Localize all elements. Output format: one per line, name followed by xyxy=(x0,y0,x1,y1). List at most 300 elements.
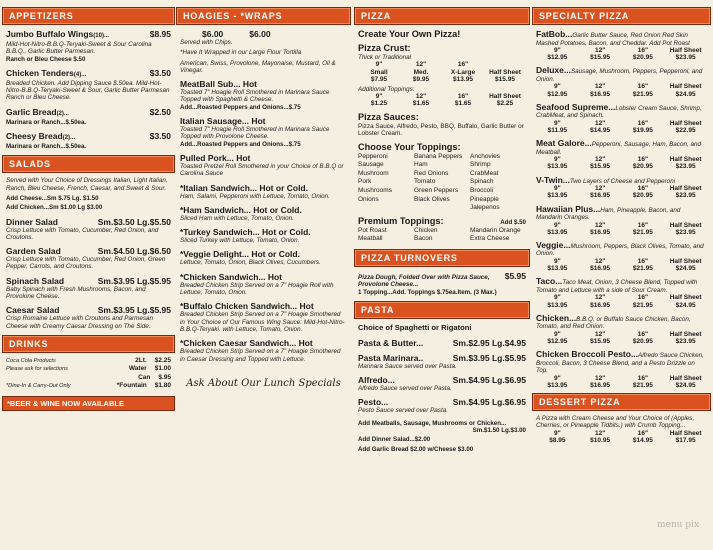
drink-note: Please ask for selections xyxy=(6,366,68,373)
pasta-row xyxy=(358,397,526,407)
specialty-size: Half Sheet xyxy=(669,221,702,229)
appetizer-qty: (2)... xyxy=(62,135,76,142)
pasta-name: Pasta & Butter... xyxy=(358,337,424,348)
specialty-name: Veggie... xyxy=(536,239,571,250)
hoagie-desc: Ham, Salami, Pepperoni with Lettuce, Tomato, Onion. xyxy=(180,192,330,200)
hoagie-name: *Veggie Delight... Hot or Cold. xyxy=(180,249,300,260)
salads-header: SALADS xyxy=(2,155,175,173)
specialty-price: $23.95 xyxy=(675,228,696,236)
specialty-price: $21.95 xyxy=(632,228,653,236)
hoagies-list xyxy=(176,79,351,363)
salad-desc: Crisp Lettuce with Tomato, Cucumber, Red Onion, Green Pepper, Carrots, and Croutons. xyxy=(6,256,166,271)
hoagie-name: *Ham Sandwich... Hot or Cold. xyxy=(180,204,302,215)
ds-prices-cell: $8.95 xyxy=(549,436,566,444)
column-hoagies xyxy=(176,4,351,546)
specialty-size: 9" xyxy=(554,294,561,302)
specialty-item xyxy=(532,29,711,61)
specialty-desc: Mushroom, Peppers, Black Olives, Tomato, and Onion. xyxy=(536,242,704,258)
appetizer-item xyxy=(2,68,175,102)
appetizer-extra: Marinara or Ranch...$.50ea. xyxy=(6,118,87,126)
pasta-item xyxy=(354,338,530,348)
specialty-sizes xyxy=(536,156,707,163)
specialty-size: 12" xyxy=(594,221,606,229)
pz-tops-cell: Jalepenos xyxy=(470,204,500,212)
specialty-head xyxy=(536,349,707,375)
pz-tops-cell xyxy=(358,204,414,213)
pz-tops-cell: Sausage xyxy=(358,161,384,169)
salad-desc: Baby Spinach with Fresh Mushrooms, Bacon, and Provolone Cheese. xyxy=(6,285,146,301)
specialty-desc: Alfredo Sauce Chicken, Broccoli, Bacon, 3 Cheese Blend, and a Pesto Drizzle on Top. xyxy=(536,352,704,375)
salad-name: Garden Salad xyxy=(6,246,61,257)
specialty-head xyxy=(536,240,707,258)
salad-row xyxy=(6,276,171,286)
specialty-size: 16" xyxy=(637,185,649,193)
hoagie-desc: Toasted 7" Hoagie Roll Smothered in Marinara Sauce Topped with Spaghetti & Cheese. xyxy=(180,89,330,104)
specialty-price: $11.95 xyxy=(547,127,568,135)
specialty-price: $20.95 xyxy=(632,192,653,200)
specialty-head xyxy=(536,102,707,120)
pz-apr-cell: $2.25 xyxy=(496,100,514,108)
specialty-size: Half Sheet xyxy=(669,185,702,193)
hoagie-item xyxy=(176,183,351,200)
pz-sizes-cell xyxy=(484,61,526,68)
dessert-size-labels xyxy=(536,430,707,437)
salad-add-cheese: Add Cheese...Sm $.75 Lg. $1.50 xyxy=(6,194,99,202)
specialty-name: Seafood Supreme... xyxy=(536,101,616,112)
specialty-size: Half Sheet xyxy=(669,83,702,91)
pizza-size-names xyxy=(358,69,526,76)
specialty-size: 9" xyxy=(554,374,561,382)
specialty-size: 16" xyxy=(637,294,649,302)
appetizer-name xyxy=(6,107,69,119)
salad-desc: Crisp Romaine Lettuce with Croutons and Parmesan Cheese with Creamy Caesar Dressing on The Side. xyxy=(6,315,153,330)
specialty-price: $14.95 xyxy=(590,127,611,135)
drink-name: *Fountain xyxy=(116,382,147,390)
specialty-desc: Taco Meat, Onion, 3 Cheese Blend, Topped with Tomato and Lettuce with a side of Sour Cream. xyxy=(536,279,698,294)
specialty-sizes xyxy=(536,120,707,127)
specialty-sizes xyxy=(536,258,707,265)
hoagie-desc: Sliced Ham with Lettuce, Tomato, Onion. xyxy=(180,214,294,222)
pz-prem-cell: Meatball xyxy=(358,235,383,243)
hoagie-item xyxy=(176,249,351,266)
specialty-desc: Lobster Cream Sauce, Shrimp, CrabMeat, and Spinach. xyxy=(536,104,702,120)
pz-tops-cell xyxy=(414,204,470,213)
specialty-size: Half Sheet xyxy=(669,156,702,164)
drink-price: $2.25 xyxy=(154,356,171,364)
specialty-prices xyxy=(536,302,707,309)
specialty-item xyxy=(532,349,711,389)
pizza-size-prices xyxy=(358,76,526,83)
pasta-adds: Add Meatballs, Sausage, Mushrooms or Chicken... Sm.$1.50 Lg.$3.00 Add Dinner Salad...$2.00 Add Garlic Bread $2.00 w/Cheese $3.00 xyxy=(358,419,526,453)
specialty-size: 9" xyxy=(554,119,561,127)
appetizer-name-text: Chicken Tenders xyxy=(6,67,74,78)
specialty-price: $21.95 xyxy=(632,265,653,273)
pasta-item xyxy=(354,353,530,370)
pasta-section: Choice of Spaghetti or Rigatoni xyxy=(358,322,472,332)
specialty-price: $19.95 xyxy=(632,127,653,135)
pz-tops-cell: Black Olives xyxy=(414,195,450,203)
specialty-head xyxy=(536,175,707,186)
specialty-sizes xyxy=(536,375,707,382)
ds-prices-cell: $14.95 xyxy=(632,436,653,444)
specialty-prices xyxy=(536,127,707,134)
hoagie-name: *Italian Sandwich... Hot or Cold. xyxy=(180,182,308,193)
pasta-name: Pesto... xyxy=(358,397,389,408)
specialty-size: 16" xyxy=(637,221,649,229)
pz-tops-cell: Pineapple xyxy=(470,195,499,203)
pz-tops-cell: Anchovies xyxy=(470,152,500,160)
appetizer-row xyxy=(6,107,171,119)
specialty-size: 9" xyxy=(554,185,561,193)
salad-desc: Crisp Lettuce with Tomato, Cucumber, Red Onion, and Croutons. xyxy=(6,226,159,241)
turnover-price: $5.95 xyxy=(504,270,526,281)
salad-price: Sm.$3.95 Lg.$5.95 xyxy=(97,305,171,316)
specialty-price: $13.95 xyxy=(547,381,568,389)
salads-intro: Served with Your Choice of Dressings Italian, Light Italian, Ranch, Bleu Cheese, French, Caesar, and Sweet & Sour. Add Cheese...Sm $.75 Lg. $1.50 Add Chicken...Sm $1.00 Lg $3.00 xyxy=(2,177,175,211)
drink-price: $1.80 xyxy=(154,382,171,390)
pz-names-cell: Half Sheet xyxy=(489,68,521,76)
appetizer-row xyxy=(6,131,171,143)
pz-names-cell: Med. xyxy=(413,68,429,76)
specialty-name: Hawaiian Plus... xyxy=(536,203,601,214)
specialty-sizes xyxy=(536,331,707,338)
pz-sizes-cell: 12" xyxy=(415,61,427,69)
specialty-header: SPECIALTY PIZZA xyxy=(532,7,711,25)
ds-prices-cell: $17.95 xyxy=(675,436,696,444)
specialty-prices xyxy=(536,91,707,98)
appetizer-qty: (4)... xyxy=(73,71,87,78)
appetizer-desc: Breaded Chicken. Add Dipping Sauce $.50ea. Mild-Hot-Nitro-B.B.Q-Teryaki-Sweet & Sour, Garlic Butter Parmesan Ranch or Bleu Cheese. xyxy=(6,79,170,102)
salad-price: Sm.$4.50 Lg.$6.50 xyxy=(97,246,171,257)
specialty-name: Meat Galore... xyxy=(536,138,592,149)
specialty-head xyxy=(536,276,707,294)
specialty-size: 16" xyxy=(637,374,649,382)
specialty-size: Half Sheet xyxy=(669,374,702,382)
drink-note: Coca Cola Products xyxy=(6,357,56,364)
pz-tops-cell: Banana Peppers xyxy=(414,152,463,160)
pz-tops-cell: Red Onions xyxy=(414,169,449,177)
dessert-size-prices xyxy=(536,437,707,444)
hoagie-desc: Sliced Turkey with Lettuce, Tomato, Onion. xyxy=(180,237,300,245)
specialty-size: 16" xyxy=(637,330,649,338)
specialty-name: V-Twin... xyxy=(536,174,570,185)
specialty-item xyxy=(532,276,711,308)
salad-row xyxy=(6,246,171,256)
specialty-size: Half Sheet xyxy=(669,119,702,127)
specialty-price: $12.95 xyxy=(547,54,568,62)
pz-asz-cell: Half Sheet xyxy=(489,93,521,101)
specialty-prices xyxy=(536,192,707,199)
specialty-item xyxy=(532,204,711,236)
hoagie-add: Add...Roasted Peppers and Onions...$.75 xyxy=(180,140,301,148)
specialty-size: 12" xyxy=(594,374,606,382)
appetizer-price: $8.95 xyxy=(149,29,171,39)
hoagie-add: Add...Roasted Peppers and Onions...$.75 xyxy=(180,103,301,111)
hoagie-name: Pulled Pork... Hot xyxy=(180,152,251,163)
hoagie-desc: Breaded Chicken Strip Served on a 7" Hoagie Smothered in Caesar Dressing and Topped with Lettuce. xyxy=(180,348,341,363)
appetizers-list xyxy=(2,29,175,150)
pasta-price: Sm.$3.95 Lg.$5.95 xyxy=(452,352,526,363)
salad-item xyxy=(2,217,175,242)
column-appetizers xyxy=(2,4,175,546)
salad-item xyxy=(2,276,175,301)
pz-tops-cell: Spinach xyxy=(470,178,494,186)
pz-prices-cell: $15.95 xyxy=(495,75,515,83)
pz-tops-cell: CrabMeat xyxy=(470,169,499,177)
pz-names-cell: Small xyxy=(370,68,388,76)
hoagie-desc: Toasted Pretzel Roll Smothered in your Choice of B.B.Q or Carolina Sauce xyxy=(180,162,344,178)
dessert-header: DESSERT PIZZA xyxy=(532,393,711,411)
appetizers-header: APPETIZERS xyxy=(2,7,175,25)
dessert-section: A Pizza with Cream Cheese and Your Choice of (Apples, Cherries, or Pineapple Tidbits.) with Crumb Topping... 9" 12" 16" Half Sheet $8.95 $10.95 $14.95 $17.95 xyxy=(532,415,711,444)
pasta-item xyxy=(354,375,530,392)
specialty-sizes xyxy=(536,185,707,192)
salad-row xyxy=(6,305,171,315)
specialty-size: Half Sheet xyxy=(669,330,702,338)
appetizer-name-text: Jumbo Buffalo Wings xyxy=(6,29,94,39)
salad-name: Dinner Salad xyxy=(6,216,58,227)
pz-prem-cell: Pot Roast xyxy=(358,226,387,234)
specialty-item xyxy=(532,65,711,97)
specialty-price: $13.95 xyxy=(547,228,568,236)
appetizer-desc: Mild-Hot-Nitro-B.B.Q-Teryaki-Sweet & Sour Carolina B.B.Q., Garlic Butter Parmesan. xyxy=(6,41,152,56)
appetizer-price: $2.50 xyxy=(149,106,171,117)
appetizer-extra: Ranch or Bleu Cheese $.50 xyxy=(6,55,86,63)
drink-note xyxy=(6,374,138,382)
specialty-size: Half Sheet xyxy=(669,47,702,54)
appetizer-name-text: Cheesy Bread xyxy=(6,131,63,142)
hoagie-name: *Turkey Sandwich... Hot or Cold. xyxy=(180,227,311,238)
hoagie-name: Italian Sausage... Hot xyxy=(180,116,266,127)
specialty-price: $12.95 xyxy=(547,90,568,98)
hoagie-item xyxy=(176,272,351,297)
appetizer-row xyxy=(6,68,171,80)
drink-name: Can xyxy=(138,373,151,381)
pz-apr-cell: $1.65 xyxy=(454,100,472,108)
specialty-size: 12" xyxy=(594,257,606,265)
specialty-price: $16.95 xyxy=(590,90,611,98)
hoagies-intro: $6.00 $6.00 Served with Chips. *Have It Wrapped in our Large Flour Tortilla American, Swiss, Provolone, Mayonaise, Mustard, Oil & Vinegar. xyxy=(180,29,336,74)
pz-prices-cell: $9.95 xyxy=(412,75,430,83)
turnovers-section: Pizza Dough, Folded Over with Pizza Sauce, Provolone Cheese... $5.95 1 Topping...Add. Toppings $.75ea.Item. (3 Max.) xyxy=(358,270,526,296)
drink-row xyxy=(6,374,171,382)
appetizer-qty: (2)... xyxy=(56,110,69,117)
pasta-item xyxy=(354,397,530,414)
hoagie-desc: Breaded Chicken Strip Served on a 7" Hoagie Smothered in Your Choice of Our Famous Wing Sauce: Mild-Hot-Nitro-B.B.Q-Teryaki. with Lettuce, Tomato, Onion. xyxy=(180,311,345,333)
pasta-price: Sm.$4.95 Lg.$6.95 xyxy=(452,375,526,386)
beer-wine-banner: *BEER & WINE NOW AVAILABLE xyxy=(2,396,175,411)
hoagie-item xyxy=(176,116,351,148)
hoagies-header: HOAGIES - *WRAPS xyxy=(176,7,351,25)
specialty-sizes xyxy=(536,294,707,301)
appetizer-name xyxy=(6,131,75,143)
specialty-size: 12" xyxy=(594,294,606,302)
salad-row xyxy=(6,217,171,227)
specialty-name: FatBob... xyxy=(536,29,573,39)
specialty-price: $23.95 xyxy=(675,192,696,200)
appetizer-name-text: Garlic Bread xyxy=(6,106,57,117)
specialty-size: 9" xyxy=(554,257,561,265)
drink-row xyxy=(6,382,171,390)
specialty-size: 12" xyxy=(594,330,606,338)
hoagie-name: MeatBall Sub... Hot xyxy=(180,79,257,90)
turnovers-header: PIZZA TURNOVERS xyxy=(354,249,530,267)
specialty-price: $16.95 xyxy=(590,381,611,389)
drink-row xyxy=(6,365,171,373)
pasta-header: PASTA xyxy=(354,301,530,319)
ds-sizes-cell: 12" xyxy=(594,429,606,437)
hoagie-item xyxy=(176,153,351,178)
pz-names-cell: X-Large xyxy=(450,68,476,76)
pz-prices-cell: $7.95 xyxy=(370,75,388,83)
specialty-size: 16" xyxy=(637,156,649,164)
toppings-list xyxy=(358,153,526,213)
specialty-prices xyxy=(536,382,707,389)
specialty-price: $16.95 xyxy=(590,192,611,200)
specialty-size: 9" xyxy=(554,330,561,338)
pz-prem-cell: Mandarin Orange xyxy=(470,226,521,234)
pizza-size-labels xyxy=(358,61,526,68)
specialty-prices xyxy=(536,163,707,170)
pasta-desc: Marinara Sauce served over Pasta. xyxy=(358,362,457,370)
specialty-desc: Pepperoni, Sausage, Ham, Bacon, and Meatball. xyxy=(536,141,701,156)
specialty-price: $15.95 xyxy=(590,163,611,171)
salads-list xyxy=(2,217,175,330)
pz-sizes-cell: 9" xyxy=(375,61,383,69)
specialty-prices xyxy=(536,229,707,236)
ds-sizes-cell: 16" xyxy=(637,429,649,437)
specialty-size: 12" xyxy=(594,83,606,91)
specialty-size: 16" xyxy=(637,257,649,265)
specialty-price: $22.95 xyxy=(675,127,696,135)
specialty-price: $23.95 xyxy=(675,54,696,62)
specialty-price: $24.95 xyxy=(675,301,696,309)
pasta-price: Sm.$4.95 Lg.$6.95 xyxy=(452,397,526,408)
appetizer-extra: Marinara or Ranch...$.50ea. xyxy=(6,143,87,151)
pasta-row xyxy=(358,338,526,348)
specialty-sizes xyxy=(536,47,707,54)
pz-tops-cell: Pork xyxy=(358,178,372,186)
hoagie-name: *Chicken Sandwich... Hot xyxy=(180,271,283,282)
hoagie-item xyxy=(176,79,351,111)
drink-price: $1.00 xyxy=(154,365,171,373)
specialty-head xyxy=(536,29,707,47)
specialty-size: 9" xyxy=(554,221,561,229)
addl-size-prices xyxy=(358,100,526,107)
hoagie-name: *Chicken Caesar Sandwich... Hot xyxy=(180,338,313,349)
drinks-list xyxy=(2,357,175,391)
ds-sizes-cell: Half Sheet xyxy=(669,429,702,437)
specialty-price: $24.95 xyxy=(675,381,696,389)
specialty-price: $15.95 xyxy=(590,54,611,62)
specialty-price: $20.95 xyxy=(632,337,653,345)
column-specialty xyxy=(532,4,711,546)
pz-tops-cell: Ham xyxy=(414,161,428,169)
specialty-size: 9" xyxy=(554,83,561,91)
specialty-price: $13.95 xyxy=(547,265,568,273)
appetizer-price: $3.50 xyxy=(149,67,171,78)
pz-sizes-cell: 16" xyxy=(457,61,469,69)
specialty-price: $24.95 xyxy=(675,265,696,273)
addl-size-labels xyxy=(358,93,526,100)
specialty-price: $21.95 xyxy=(632,381,653,389)
specialty-desc: B.B.Q. or Buffalo Sauce Chicken, Bacon, Tomato, and Red Onion. xyxy=(536,315,691,331)
specialty-size: 16" xyxy=(637,83,649,91)
specialty-prices xyxy=(536,54,707,61)
specialty-prices xyxy=(536,265,707,272)
specialty-price: $21.95 xyxy=(632,90,653,98)
specialty-price: $16.95 xyxy=(590,301,611,309)
specialty-size: 16" xyxy=(637,47,649,54)
pz-prem-cell: Extra Cheese xyxy=(470,235,510,243)
salad-price: Sm.$3.50 Lg.$5.50 xyxy=(97,216,171,227)
pizza-create: Create Your Own Pizza! Pizza Crust: Thick or Traditional 9" 12" 16" Small Med. X-Large Half Sheet $7.95 $9.95 $13.95 $15.95 Additional Toppings: 9" 12" 16" Half Sheet $1.25 $1.65 $1.65 $2.25 Pizza Sauces: Pizza Sauce, Alfredo, Pesto, BBQ, Buffalo, Garlic Butter or Lobster Cream. Choose Your Toppings: Pepperoni Banana Peppers Anchovies Sausage Ham Shrimp Mushroom Red Onions CrabMeat Pork Tomato Spinach Mushrooms Green Peppers Broccoli Onions Black Olives Pineapple Jalepenos Premium Toppings: Add $.50 Pot Roast Chicken Mandarin Orange Meatball Bacon Extra Cheese xyxy=(358,29,526,243)
hoagie-item xyxy=(176,338,351,363)
appetizer-name xyxy=(6,68,86,80)
pasta-name: Alfredo... xyxy=(358,375,395,386)
salad-item xyxy=(2,305,175,330)
hoagie-item xyxy=(176,227,351,244)
specialty-price: $13.95 xyxy=(547,163,568,171)
pz-tops-cell: Tomato xyxy=(414,178,436,186)
specialty-name: Chicken Broccoli Pesto... xyxy=(536,349,639,360)
appetizer-item xyxy=(2,131,175,150)
drinks-header: DRINKS xyxy=(2,335,175,353)
specialty-price: $13.95 xyxy=(547,301,568,309)
pz-prices-cell: $13.95 xyxy=(453,75,473,83)
specialty-price: $15.95 xyxy=(590,337,611,345)
hoagie-price-b: $6.00 xyxy=(249,29,271,39)
specialty-size: Half Sheet xyxy=(669,257,702,265)
drink-price: $.95 xyxy=(158,373,171,381)
column-pizza xyxy=(354,4,530,546)
specialty-size: 12" xyxy=(594,119,606,127)
specialty-sizes xyxy=(536,222,707,229)
appetizer-item xyxy=(2,29,175,63)
specialty-item xyxy=(532,138,711,170)
pz-asz-cell: 9" xyxy=(375,93,383,101)
drink-name: 2Lt. xyxy=(135,356,147,364)
salad-add-chicken: Add Chicken...Sm $1.00 Lg $3.00 xyxy=(6,204,103,212)
specialty-price: $16.95 xyxy=(590,228,611,236)
specialty-desc: Garlic Butter Sauce, Red Onion Red Skin Mashed Potatoes, Bacon, and Cheddar. Add Pot Roast xyxy=(536,32,690,47)
appetizer-price: $3.50 xyxy=(149,131,171,142)
specialty-size: 16" xyxy=(637,119,649,127)
pz-asz-cell: 12" xyxy=(415,93,427,101)
specialty-size: Half Sheet xyxy=(669,294,702,302)
salad-name: Caesar Salad xyxy=(6,305,60,316)
pasta-desc: Alfredo Sauce served over Pasta. xyxy=(358,385,452,393)
lunch-specials: Ask About Our Lunch Specials xyxy=(186,377,341,389)
specialty-item xyxy=(532,175,711,200)
salad-name: Spinach Salad xyxy=(6,275,65,286)
specialty-price: $20.95 xyxy=(632,163,653,171)
specialty-head xyxy=(536,313,707,331)
watermark: menu pix xyxy=(656,520,699,530)
specialty-desc: Two Layers of Cheese and Pepperoni xyxy=(569,177,676,185)
pizza-header: PIZZA xyxy=(354,7,530,25)
appetizer-item xyxy=(2,107,175,126)
salad-item xyxy=(2,246,175,271)
specialty-desc: Sausage, Mushroom, Peppers, Pepperoni, and Onion. xyxy=(536,68,703,83)
drink-row xyxy=(6,357,171,365)
specialty-sizes xyxy=(536,83,707,90)
appetizer-name xyxy=(6,29,109,41)
pasta-list xyxy=(354,338,530,415)
specialty-size: 12" xyxy=(594,185,606,193)
pz-tops-cell: Green Peppers xyxy=(414,186,459,194)
specialty-name: Chicken... xyxy=(536,312,577,323)
